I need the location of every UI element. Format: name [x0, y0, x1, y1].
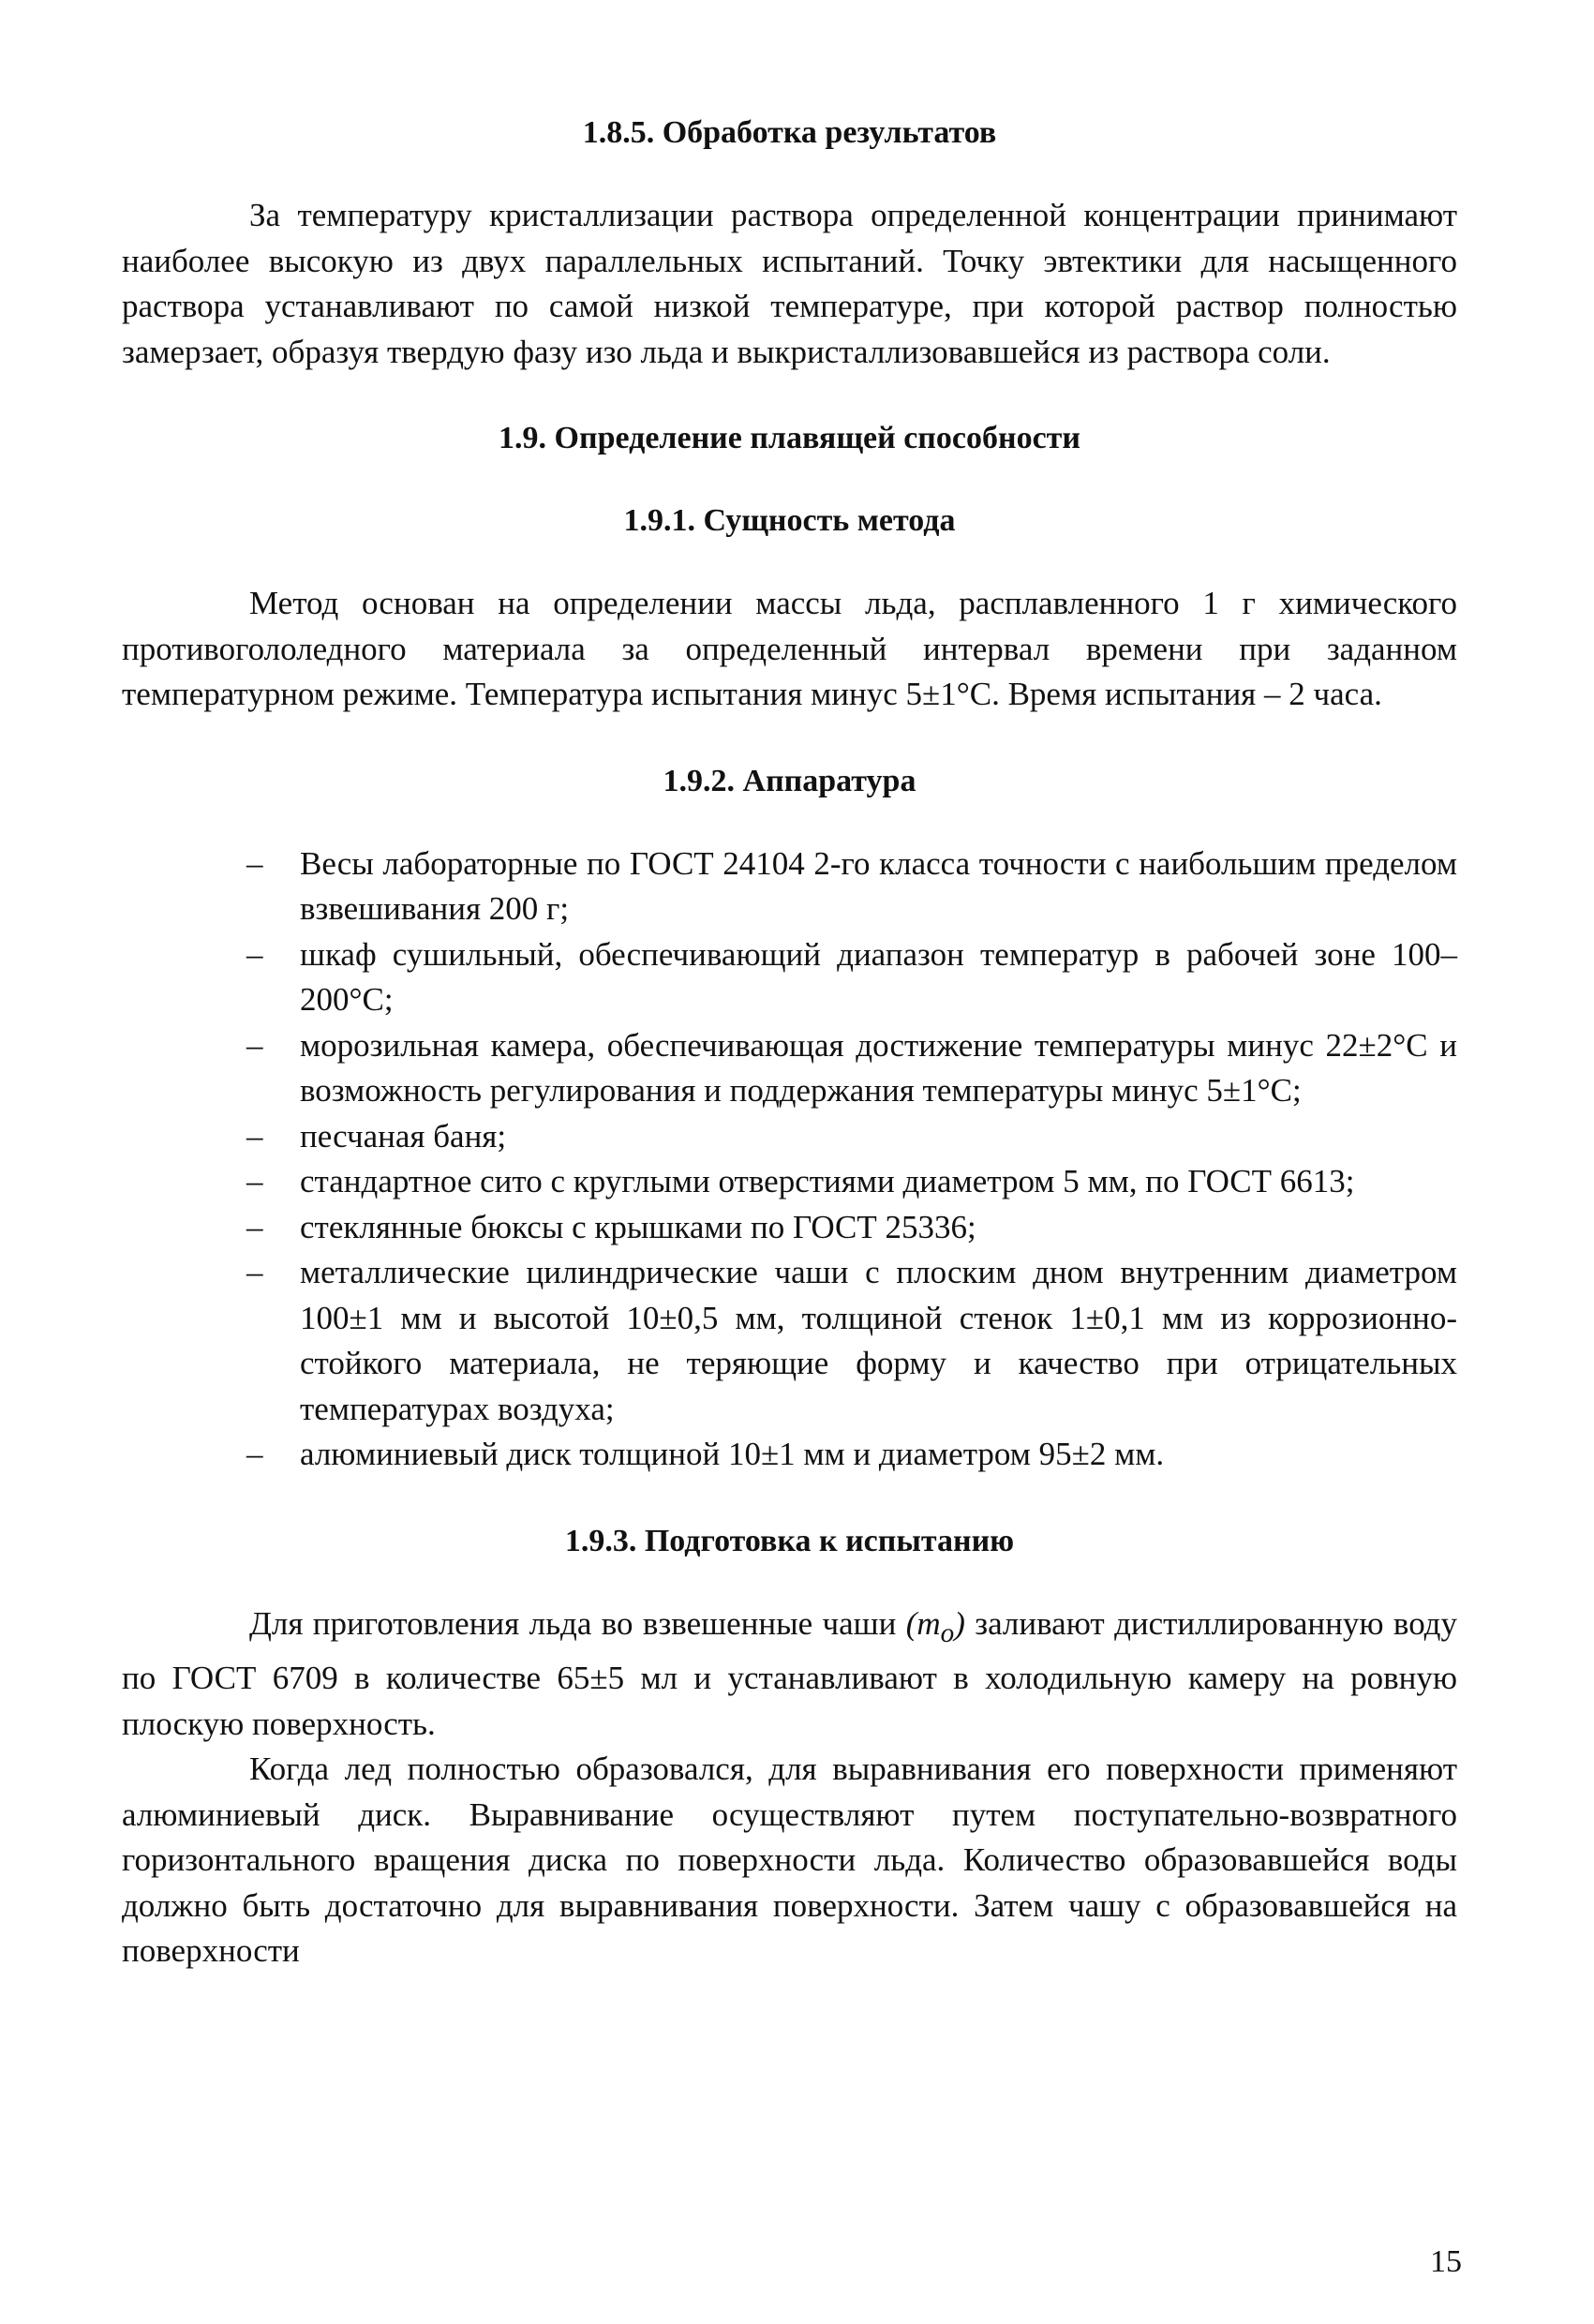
list-item: – металлические цилиндрические чаши с плоским дном внутренним диаметром 100±1 мм и высотой 10±0,5 мм, толщиной стенок 1±0,1 мм из коррозионно-стойкого материала, не теряющие форму и качество при отрицательных температурах воздуха;	[122, 1250, 1457, 1432]
dash-bullet: –	[246, 1117, 263, 1155]
page-content	[122, 111, 1457, 1974]
apparatus-list	[122, 842, 1457, 1478]
page-number: 15	[1430, 2244, 1462, 2279]
heading-1-9-3: 1.9.3. Подготовка к испытанию	[564, 1523, 1015, 1558]
paragraph-ice-preparation: Для приготовления льда во взвешенные чаши $(m_o)$ заливают дистиллированную воду по ГОСТ 6709 в количестве 65±5 мл и устанавливают в холодильную камеру на ровную плоскую поверхность.	[122, 1604, 1457, 1742]
list-item: – морозильная камера, обеспечивающая достижение температуры минус 22±2°С и возможность регулирования и поддержания температуры минус 5±1°С;	[122, 1023, 1457, 1114]
dash-bullet: –	[246, 1208, 263, 1245]
heading-1-9: 1.9. Определение плавящей способности	[499, 421, 1080, 455]
dash-bullet: –	[246, 1163, 263, 1199]
paragraph-surface-leveling: Когда лед полностью образовался, для выравнивания его поверхности применяют алюминиевый диск. Выравнивание осуществляют путем поступательно-возвратного горизонтального вращения диска по поверхности льда. Количество образовавшейся воды должно быть достаточно для выравнивания поверхности. Затем чашу с образовавшейся на поверхности	[122, 1750, 1457, 1969]
dash-bullet: –	[246, 844, 263, 882]
list-item: – алюминиевый диск толщиной 10±1 мм и диаметром 95±2 мм.	[122, 1432, 1457, 1478]
heading-1-8-5: 1.8.5. Обработка результатов	[582, 115, 997, 150]
dash-bullet: –	[246, 1436, 263, 1472]
paragraph-method-essence: Метод основан на определении массы льда, расплавленного 1 г химического противогололедного материала за определенный интервал времени при заданном температурном режиме. Температура испытания минус 5±1°С. Время испытания – 2 часа.	[122, 585, 1457, 712]
dash-bullet: –	[246, 1254, 263, 1290]
list-item: – Весы лабораторные по ГОСТ 24104 2-го класса точности с наибольшим пределом взвешивания 200 г;	[122, 842, 1457, 932]
list-item: – стеклянные бюксы с крышками по ГОСТ 25336;	[122, 1205, 1457, 1251]
list-item: – песчаная баня;	[122, 1114, 1457, 1160]
heading-1-9-2: 1.9.2. Аппаратура	[663, 763, 916, 798]
paragraph-results-processing: За температуру кристаллизации раствора определенной концентрации принимают наиболее высокую из двух параллельных испытаний. Точку эвтектики для насыщенного раствора устанавливают по самой низкой температуре, при которой раствор полностью замерзает, образуя твердую фазу изо льда и выкристаллизовавшейся из раствора соли.	[122, 197, 1457, 370]
dash-bullet: –	[246, 1026, 263, 1064]
mass-variable: $(m_o)$	[905, 1604, 965, 1648]
dash-bullet: –	[246, 935, 263, 973]
list-item: – стандартное сито с круглыми отверстиями диаметром 5 мм, по ГОСТ 6613;	[122, 1159, 1457, 1205]
heading-1-9-1: 1.9.1. Сущность метода	[623, 503, 956, 538]
list-item: – шкаф сушильный, обеспечивающий диапазон температур в рабочей зоне 100–200°С;	[122, 932, 1457, 1023]
